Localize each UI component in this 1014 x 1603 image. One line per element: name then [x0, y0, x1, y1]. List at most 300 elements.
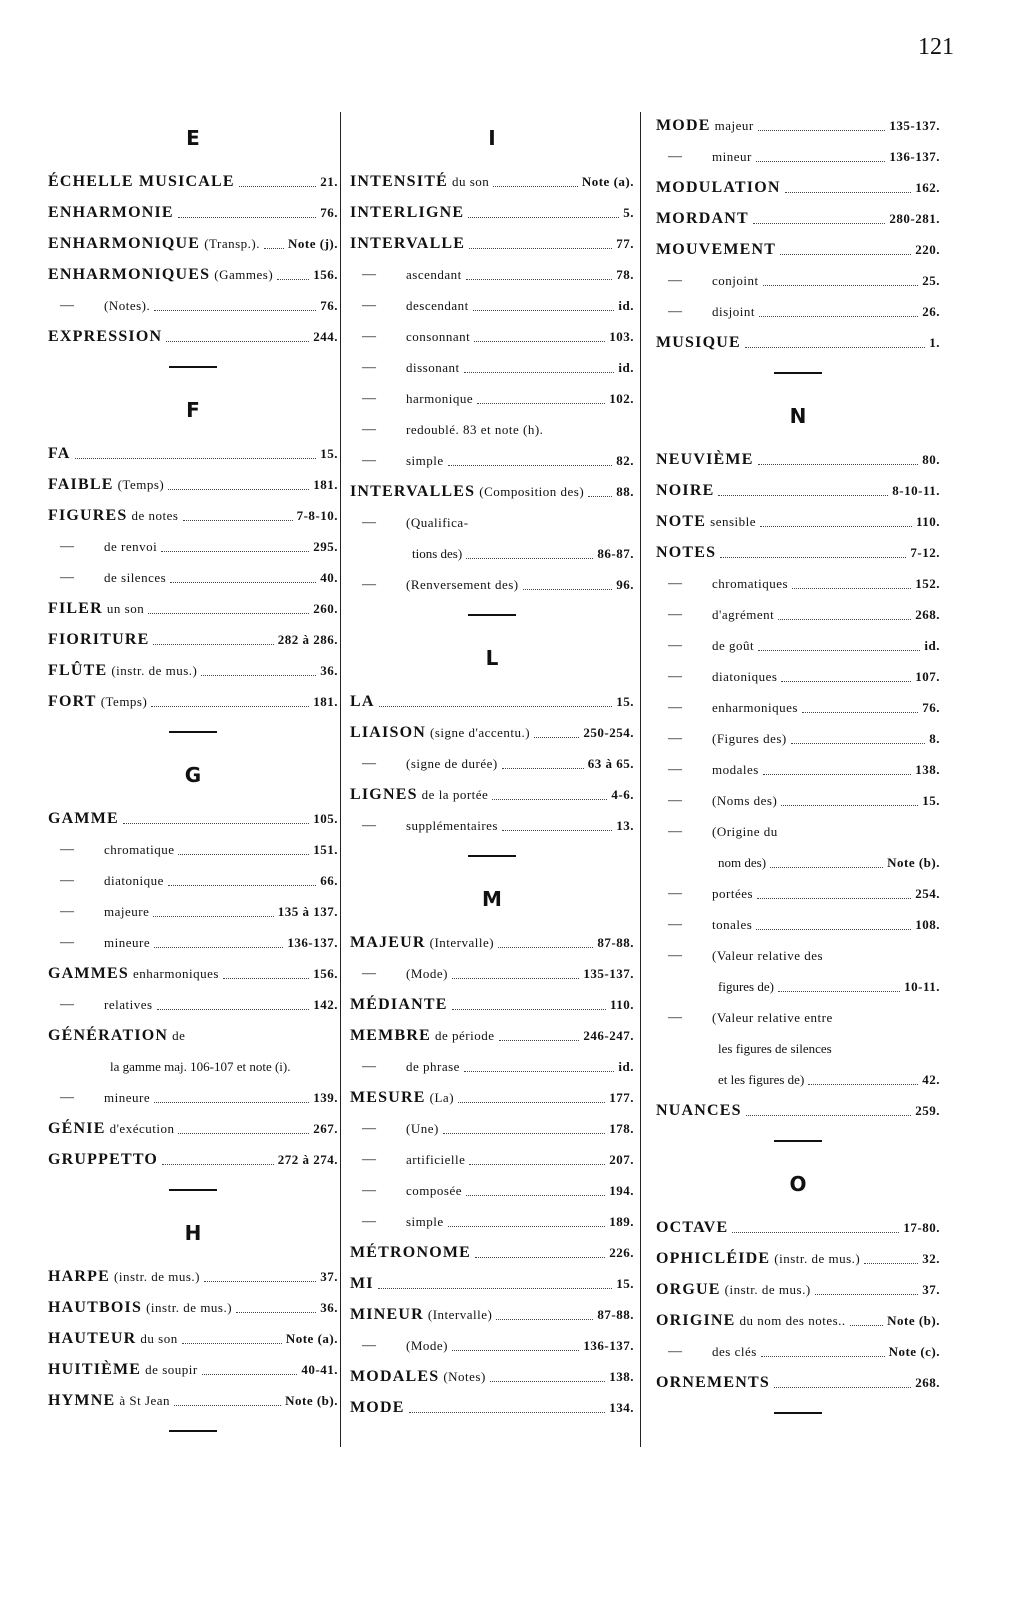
entry-qualifier: (Qualifica-: [406, 514, 469, 530]
entry-qualifier: conjoint: [712, 272, 759, 288]
page-reference: 108.: [915, 916, 940, 932]
page-reference: id.: [618, 1058, 634, 1074]
page-reference: 36.: [320, 662, 338, 678]
index-subentry: [48, 896, 338, 927]
entry-term: MODALES: [350, 1367, 440, 1385]
index-entry: [48, 1144, 338, 1175]
entry-term: ORIGINE: [656, 1311, 736, 1329]
dot-leader: [720, 557, 906, 558]
index-subentry: [656, 599, 940, 630]
index-entry: [350, 476, 634, 507]
entry-qualifier: (Mode): [406, 1337, 448, 1353]
section-separator: [48, 352, 338, 382]
index-entry: [48, 655, 338, 686]
section-letter: M: [482, 887, 502, 911]
page-reference: 40.: [320, 569, 338, 585]
dot-leader: [774, 1387, 911, 1388]
ditto-dash: —: [668, 1343, 682, 1359]
index-entry: [48, 166, 338, 197]
page-reference: 105.: [313, 810, 338, 826]
dot-leader: [182, 1343, 282, 1344]
page-reference: 80.: [922, 451, 940, 467]
ditto-dash: —: [362, 755, 376, 771]
dot-leader: [808, 1084, 918, 1085]
dot-leader: [464, 372, 615, 373]
entry-qualifier: des clés: [712, 1343, 757, 1359]
entry-term: OPHICLÉIDE: [656, 1249, 771, 1267]
page-reference: 26.: [922, 303, 940, 319]
index-entry: [48, 1292, 338, 1323]
index-subentry: [656, 1336, 940, 1367]
entry-term: OCTAVE: [656, 1218, 729, 1236]
section-letter: L: [485, 646, 499, 670]
page-reference: Note (b).: [887, 1312, 940, 1328]
page-reference: 96.: [616, 576, 634, 592]
entry-term: GAMMES: [48, 964, 129, 982]
dot-leader: [761, 1356, 885, 1357]
section-separator: [656, 1126, 940, 1156]
dot-leader: [493, 186, 578, 187]
index-subentry: [350, 1051, 634, 1082]
index-subentry: [350, 1330, 634, 1361]
index-continuation: [656, 1064, 940, 1095]
index-entry: [48, 1261, 338, 1292]
entry-qualifier: de période: [434, 1027, 495, 1043]
ditto-dash: —: [362, 421, 376, 437]
index-column-2: [350, 110, 634, 1423]
page-reference: 8-10-11.: [892, 482, 940, 498]
entry-qualifier: (signe d'accentu.): [429, 724, 531, 740]
index-entry: [48, 686, 338, 717]
entry-term: MINEUR: [350, 1305, 424, 1323]
index-entry: [656, 1367, 940, 1398]
entry-term: MI: [350, 1274, 374, 1292]
page-reference: 282 à 286.: [277, 631, 338, 647]
index-subentry: [656, 723, 940, 754]
page-reference: Note (c).: [888, 1343, 940, 1359]
ditto-dash: —: [60, 872, 74, 888]
page-reference: 136-137.: [889, 148, 940, 164]
continuation-text: et les figures de): [718, 1071, 805, 1087]
page-reference: 142.: [313, 996, 338, 1012]
separator-line: [774, 372, 822, 374]
dot-leader: [469, 1164, 605, 1165]
separator-line: [468, 614, 516, 616]
entry-term: MUSIQUE: [656, 333, 741, 351]
ditto-dash: —: [60, 297, 74, 313]
index-entry: [48, 469, 338, 500]
ditto-dash: —: [362, 817, 376, 833]
entry-qualifier: harmonique: [406, 390, 474, 406]
dot-leader: [778, 991, 900, 992]
page-reference: 134.: [609, 1399, 634, 1415]
dot-leader: [204, 1281, 316, 1282]
entry-term: MAJEUR: [350, 933, 426, 951]
dot-leader: [756, 929, 911, 930]
dot-leader: [770, 867, 883, 868]
entry-term: FA: [48, 444, 71, 462]
dot-leader: [466, 1195, 605, 1196]
continuation-text: les figures de silences: [718, 1040, 832, 1056]
dot-leader: [236, 1312, 316, 1313]
entry-qualifier: de silences: [104, 569, 167, 585]
dot-leader: [759, 316, 918, 317]
ditto-dash: —: [362, 1058, 376, 1074]
dot-leader: [778, 619, 911, 620]
index-entry: [350, 1268, 634, 1299]
dot-leader: [850, 1325, 883, 1326]
page-reference: 260.: [313, 600, 338, 616]
dot-leader: [464, 1071, 614, 1072]
page-reference: 156.: [313, 965, 338, 981]
entry-term: LA: [350, 692, 375, 710]
page-reference: 102.: [609, 390, 634, 406]
continuation-text: figures de): [718, 978, 774, 994]
index-subentry: [350, 1175, 634, 1206]
dot-leader: [170, 582, 316, 583]
entry-qualifier: (Valeur relative des: [712, 947, 824, 963]
separator-line: [169, 1189, 217, 1191]
index-continuation: [656, 971, 940, 1002]
section-separator: [48, 1175, 338, 1205]
dot-leader: [758, 650, 920, 651]
index-entry: [350, 686, 634, 717]
dot-leader: [758, 130, 886, 131]
index-entry: [48, 259, 338, 290]
ditto-dash: —: [362, 1151, 376, 1167]
page-reference: 76.: [320, 204, 338, 220]
entry-qualifier: (Une): [406, 1120, 439, 1136]
entry-term: INTERVALLE: [350, 234, 466, 252]
index-entry: [48, 438, 338, 469]
page-reference: 272 à 274.: [277, 1151, 338, 1167]
page-reference: Note (b).: [285, 1392, 338, 1408]
dot-leader: [499, 1040, 580, 1041]
page-reference: 86-87.: [597, 545, 634, 561]
dot-leader: [264, 248, 284, 249]
ditto-dash: —: [362, 965, 376, 981]
page-reference: 268.: [915, 1374, 940, 1390]
page-reference: 135-137.: [583, 965, 634, 981]
dot-leader: [154, 1102, 309, 1103]
dot-leader: [148, 613, 309, 614]
page-reference: 13.: [616, 817, 634, 833]
dot-leader: [239, 186, 316, 187]
page-reference: 37.: [320, 1268, 338, 1284]
index-subentry: [656, 940, 940, 971]
page-reference: 15.: [616, 693, 634, 709]
index-entry: [48, 803, 338, 834]
entry-qualifier: (instr. de mus.): [111, 662, 198, 678]
entry-qualifier: tonales: [712, 916, 753, 932]
index-entry: [48, 1113, 338, 1144]
entry-term: INTERLIGNE: [350, 203, 465, 221]
ditto-dash: —: [668, 699, 682, 715]
separator-line: [169, 731, 217, 733]
index-entry: [350, 927, 634, 958]
entry-term: HUITIÈME: [48, 1360, 142, 1378]
index-entry: [350, 1020, 634, 1051]
ditto-dash: —: [668, 668, 682, 684]
index-entry: [48, 1385, 338, 1416]
entry-term: MODULATION: [656, 178, 781, 196]
ditto-dash: —: [668, 575, 682, 591]
entry-term: MODE: [656, 116, 711, 134]
page-reference: 77.: [616, 235, 634, 251]
entry-qualifier: de renvoi: [104, 538, 158, 554]
entry-qualifier: à St Jean: [119, 1392, 171, 1408]
section-letter: G: [184, 763, 202, 787]
index-continuation: [350, 538, 634, 569]
ditto-dash: —: [362, 1213, 376, 1229]
index-subentry: [350, 569, 634, 600]
index-entry: [350, 1299, 634, 1330]
page-reference: 87-88.: [597, 934, 634, 950]
page-reference: 181.: [313, 476, 338, 492]
entry-qualifier: descendant: [406, 297, 469, 313]
dot-leader: [178, 217, 316, 218]
entry-qualifier: un son: [106, 600, 145, 616]
dot-leader: [502, 830, 612, 831]
dot-leader: [781, 681, 911, 682]
entry-qualifier: de notes: [131, 507, 179, 523]
index-entry: [656, 1305, 940, 1336]
dot-leader: [502, 768, 584, 769]
index-subentry: [656, 568, 940, 599]
dot-leader: [780, 254, 911, 255]
dot-leader: [154, 947, 283, 948]
entry-qualifier: (instr. de mus.): [114, 1268, 200, 1284]
ditto-dash: —: [362, 1337, 376, 1353]
entry-term: ENHARMONIE: [48, 203, 174, 221]
entry-qualifier: de phrase: [406, 1058, 460, 1074]
page-reference: 15.: [922, 792, 940, 808]
entry-qualifier: disjoint: [712, 303, 756, 319]
index-entry: [48, 1020, 338, 1051]
entry-qualifier: (Temps): [100, 693, 148, 709]
index-subentry: [48, 531, 338, 562]
index-subentry: [656, 265, 940, 296]
entry-qualifier: de goût: [712, 637, 755, 653]
ditto-dash: —: [362, 359, 376, 375]
page-reference: 36.: [320, 1299, 338, 1315]
dot-leader: [757, 898, 911, 899]
entry-qualifier: (Origine du: [712, 823, 778, 839]
entry-qualifier: chromatiques: [712, 575, 789, 591]
entry-qualifier: majeure: [104, 903, 150, 919]
entry-qualifier: supplémentaires: [406, 817, 498, 833]
dot-leader: [718, 495, 888, 496]
entry-qualifier: simple: [406, 1213, 444, 1229]
index-entry: [656, 110, 940, 141]
entry-qualifier: (Intervalle): [427, 1306, 493, 1322]
ditto-dash: —: [668, 916, 682, 932]
index-subentry: [350, 290, 634, 321]
dot-leader: [452, 978, 579, 979]
dot-leader: [183, 520, 293, 521]
entry-qualifier: (Figures des): [712, 730, 787, 746]
dot-leader: [534, 737, 579, 738]
ditto-dash: —: [362, 328, 376, 344]
entry-term: NOTES: [656, 543, 717, 561]
separator-line: [169, 1430, 217, 1432]
dot-leader: [864, 1263, 918, 1264]
entry-qualifier: (signe de durée): [406, 755, 498, 771]
page-reference: 267.: [313, 1120, 338, 1136]
index-entry: [350, 1392, 634, 1423]
page-reference: 244.: [313, 328, 338, 344]
separator-line: [468, 855, 516, 857]
page-reference: 107.: [915, 668, 940, 684]
page-reference: id.: [924, 637, 940, 653]
page-reference: 138.: [915, 761, 940, 777]
entry-term: HAUTEUR: [48, 1329, 137, 1347]
index-subentry: [350, 321, 634, 352]
dot-leader: [202, 1374, 298, 1375]
page-reference: 207.: [609, 1151, 634, 1167]
entry-term: EXPRESSION: [48, 327, 163, 345]
index-subentry: [48, 865, 338, 896]
column-divider: [340, 112, 341, 1447]
page-reference: Note (j).: [288, 235, 338, 251]
page-reference: 32.: [922, 1250, 940, 1266]
separator-line: [774, 1140, 822, 1142]
page-reference: 103.: [609, 328, 634, 344]
page-reference: 4-6.: [611, 786, 634, 802]
entry-qualifier: (Valeur relative entre: [712, 1009, 833, 1025]
separator-line: [774, 1412, 822, 1414]
dot-leader: [161, 551, 309, 552]
entry-qualifier: majeur: [714, 117, 754, 133]
index-entry: [656, 1274, 940, 1305]
page-reference: 7-12.: [910, 544, 940, 560]
index-entry: [350, 197, 634, 228]
entry-qualifier: du son: [451, 173, 490, 189]
entry-qualifier: (Transp.).: [204, 235, 260, 251]
entry-qualifier: modales: [712, 761, 759, 777]
page-reference: 76.: [922, 699, 940, 715]
index-subentry: [656, 296, 940, 327]
section-letter: F: [186, 398, 200, 422]
dot-leader: [490, 1381, 605, 1382]
section-letter: E: [186, 126, 200, 150]
entry-qualifier: (Gammes): [214, 266, 274, 282]
page-reference: 181.: [313, 693, 338, 709]
dot-leader: [791, 743, 926, 744]
ditto-dash: —: [668, 148, 682, 164]
entry-qualifier: du nom des notes..: [739, 1312, 846, 1328]
page-reference: 151.: [313, 841, 338, 857]
dot-leader: [379, 706, 613, 707]
entry-term: ORNEMENTS: [656, 1373, 770, 1391]
dot-leader: [523, 589, 613, 590]
index-subentry: [350, 810, 634, 841]
dot-leader: [758, 464, 919, 465]
dot-leader: [474, 341, 605, 342]
entry-term: ENHARMONIQUES: [48, 265, 211, 283]
index-subentry: [656, 785, 940, 816]
entry-qualifier: (instr. de mus.): [146, 1299, 233, 1315]
entry-term: MESURE: [350, 1088, 426, 1106]
dot-leader: [153, 916, 273, 917]
page-reference: 246-247.: [583, 1027, 634, 1043]
entry-term: LIAISON: [350, 723, 426, 741]
page-reference: 177.: [609, 1089, 634, 1105]
index-subentry: [350, 1113, 634, 1144]
ditto-dash: —: [362, 297, 376, 313]
dot-leader: [466, 558, 593, 559]
entry-qualifier: (Notes).: [104, 297, 151, 313]
page-reference: 87-88.: [597, 1306, 634, 1322]
index-entry: [656, 475, 940, 506]
index-subentry: [350, 1206, 634, 1237]
section-separator: [350, 600, 634, 630]
entry-qualifier: (Temps): [117, 476, 165, 492]
dot-leader: [753, 223, 886, 224]
entry-qualifier: enharmoniques: [712, 699, 798, 715]
index-entry: [48, 624, 338, 655]
page-reference: Note (b).: [887, 854, 940, 870]
ditto-dash: —: [668, 823, 682, 839]
index-subentry: [48, 927, 338, 958]
entry-term: MÉTRONOME: [350, 1243, 472, 1261]
index-entry: [350, 228, 634, 259]
ditto-dash: —: [668, 637, 682, 653]
page-reference: 138.: [609, 1368, 634, 1384]
index-entry: [48, 1323, 338, 1354]
index-entry: [656, 1095, 940, 1126]
ditto-dash: —: [60, 903, 74, 919]
page-reference: 76.: [320, 297, 338, 313]
index-subentry: [656, 661, 940, 692]
entry-qualifier: mineure: [104, 934, 151, 950]
entry-qualifier: d'agrément: [712, 606, 775, 622]
entry-term: MÉDIANTE: [350, 995, 448, 1013]
page-reference: id.: [618, 359, 634, 375]
index-subentry: [656, 878, 940, 909]
index-subentry: [350, 445, 634, 476]
section-separator: [48, 717, 338, 747]
continuation-text: nom des): [718, 854, 767, 870]
dot-leader: [151, 706, 309, 707]
ditto-dash: —: [668, 1009, 682, 1025]
page-reference: 63 à 65.: [587, 755, 634, 771]
index-entry: [350, 779, 634, 810]
ditto-dash: —: [668, 761, 682, 777]
index-entry: [656, 172, 940, 203]
ditto-dash: —: [668, 606, 682, 622]
column-divider: [640, 112, 641, 1447]
index-entry: [656, 506, 940, 537]
dot-leader: [154, 310, 316, 311]
dot-leader: [458, 1102, 605, 1103]
page-reference: 295.: [313, 538, 338, 554]
dot-leader: [477, 403, 605, 404]
page-reference: 189.: [609, 1213, 634, 1229]
dot-leader: [468, 217, 619, 218]
dot-leader: [746, 1115, 912, 1116]
dot-leader: [469, 248, 612, 249]
entry-qualifier: de soupir: [145, 1361, 198, 1377]
dot-leader: [492, 799, 607, 800]
dot-leader: [157, 1009, 310, 1010]
index-subentry: [656, 909, 940, 940]
index-subentry: [350, 507, 634, 538]
page-reference: 42.: [922, 1071, 940, 1087]
entry-qualifier: (instr. de mus.): [724, 1281, 811, 1297]
page-reference: 78.: [616, 266, 634, 282]
dot-leader: [781, 805, 918, 806]
